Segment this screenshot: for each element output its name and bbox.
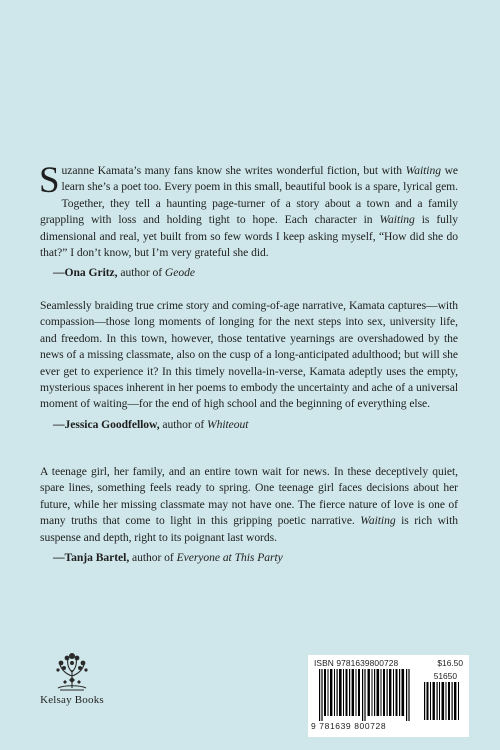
blurb-ona-gritz xyxy=(39,160,458,282)
book-title: Waiting xyxy=(379,213,415,227)
tree-of-life-icon xyxy=(50,648,94,692)
attribution-author: —Tanja Bartel, xyxy=(53,551,130,565)
attribution-work: Everyone at This Party xyxy=(176,551,283,565)
attribution xyxy=(40,417,458,433)
addon-barcode-bars xyxy=(423,682,463,720)
attribution-suffix: author of xyxy=(117,266,165,280)
isbn-barcode xyxy=(308,655,469,737)
book-title: Waiting xyxy=(405,164,441,177)
attribution-work: Whiteout xyxy=(206,417,249,431)
attribution-suffix: author of xyxy=(159,417,207,431)
attribution-suffix: author of xyxy=(129,551,177,565)
price: $16.50 xyxy=(437,658,463,668)
blurb-body: uzanne Kamata’s many fans know she writes wonderful fiction, but with Waiting we learn she’s a poet too. Every poem in this small, beautiful book is a spare, lyrical gem. Together, they tell a haunting page-turner of a story about a town and a family grappling with loss and holding tight to hope. Each character in Waiting is fully dimensional and real, yet built from so few words I keep asking myself, “How did she do that?” I don’t know, but I’m very grateful she did. xyxy=(40,164,458,260)
blurb-body: A teenage girl, her family, and an entire town wait for news. In these deceptively quiet, spare lines, something feels ready to spring. One teenage girl faces decisions about her future, while her missing classmate may not have one. The fierce nature of love is one of many truths that come to light in this gripping poetic narrative. Waiting is rich with suspense and depth, right to its poignant last words. xyxy=(40,465,458,544)
blurb-body: Seamlessly braiding true crime story and coming-of-age narrative, Kamata captures—with compassion—those long moments of longing for the next steps into sex, university life, and freedom. In this town, however, those tentative yearnings are overshadowed by the news of a missing classmate, also on the cusp of a long-anticipated adulthood; but will she ever get to experience it? In this timely novella-in-verse, Kamata adeptly uses the empty, mysterious spaces inherent in her poems to embody the uncertainty and ache of a universal moment of waiting—for the end of high school and the beginning of everything else. xyxy=(40,299,458,411)
barcode-digits: 9 781639 800728 xyxy=(311,721,387,731)
publisher-logo xyxy=(32,648,112,712)
book-title: Waiting xyxy=(360,514,396,528)
attribution-author: —Jessica Goodfellow, xyxy=(53,417,160,431)
attribution-work: Geode xyxy=(164,266,195,280)
attribution xyxy=(40,550,458,566)
blurb-text xyxy=(39,160,458,261)
publisher-name: Kelsay Books xyxy=(40,694,104,706)
addon-code: 51650 xyxy=(433,671,457,681)
isbn-label: ISBN 9781639800728 xyxy=(314,658,399,668)
ean-barcode-bars xyxy=(315,669,419,721)
drop-cap: S xyxy=(39,160,60,201)
blurb-tanja-bartel xyxy=(40,464,458,566)
attribution-author: —Ona Gritz, xyxy=(53,266,118,280)
blurb-jessica-goodfellow xyxy=(40,298,458,433)
attribution xyxy=(40,265,458,281)
